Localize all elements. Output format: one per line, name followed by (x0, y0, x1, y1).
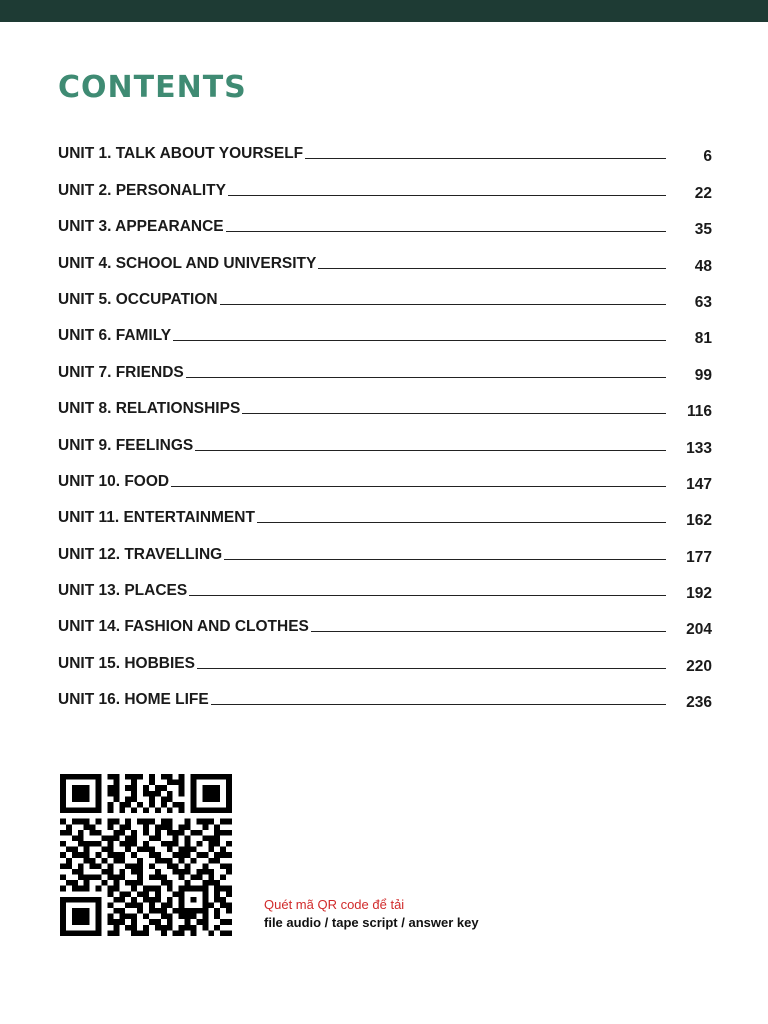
toc-entry[interactable] (58, 346, 712, 382)
toc-leader (224, 559, 666, 560)
toc-entry[interactable] (58, 164, 712, 200)
toc-entry-label: UNIT 15. HOBBIES (58, 654, 195, 672)
toc-entry-page: 204 (686, 621, 712, 639)
toc-entry-page: 6 (703, 148, 712, 166)
toc-entry-page: 133 (686, 439, 712, 457)
toc-entry[interactable] (58, 201, 712, 237)
toc-entry[interactable] (58, 528, 712, 564)
toc-entry-label: UNIT 5. OCCUPATION (58, 290, 218, 308)
toc-entry[interactable] (58, 492, 712, 528)
toc-entry-page: 236 (686, 694, 712, 712)
toc-entry[interactable] (58, 274, 712, 310)
toc-entry[interactable] (58, 237, 712, 273)
toc-entry-label: UNIT 1. TALK ABOUT YOURSELF (58, 145, 304, 163)
toc-leader (211, 704, 666, 705)
toc-entry-label: UNIT 9. FEELINGS (58, 436, 194, 454)
toc-entry-label: UNIT 7. FRIENDS (58, 363, 184, 381)
toc-entry-page: 81 (694, 330, 712, 348)
toc-entry-page: 192 (686, 585, 712, 603)
toc-entry-label: UNIT 12. TRAVELLING (58, 545, 223, 563)
toc-leader (228, 195, 666, 196)
toc-leader (173, 340, 666, 341)
toc-entry-label: UNIT 16. HOME LIFE (58, 691, 209, 709)
toc-entry-label: UNIT 4. SCHOOL AND UNIVERSITY (58, 254, 317, 272)
toc-entry-label: UNIT 11. ENTERTAINMENT (58, 509, 255, 527)
qr-code-graphic (60, 774, 232, 936)
toc-entry-page: 177 (686, 548, 712, 566)
toc-entry[interactable] (58, 128, 712, 164)
toc-leader (195, 450, 666, 451)
table-of-contents (58, 128, 712, 710)
toc-entry-label: UNIT 8. RELATIONSHIPS (58, 400, 241, 418)
toc-entry-page: 99 (694, 366, 712, 384)
toc-entry[interactable] (58, 383, 712, 419)
toc-leader (186, 377, 666, 378)
toc-leader (171, 486, 666, 487)
toc-entry-label: UNIT 13. PLACES (58, 582, 188, 600)
toc-entry-page: 162 (686, 512, 712, 530)
toc-entry[interactable] (58, 456, 712, 492)
toc-leader (197, 668, 666, 669)
toc-entry[interactable] (58, 310, 712, 346)
toc-entry-page: 22 (694, 184, 712, 202)
toc-entry-page: 116 (686, 403, 712, 421)
toc-leader (220, 304, 666, 305)
toc-entry-label: UNIT 2. PERSONALITY (58, 181, 226, 199)
toc-entry-page: 63 (694, 293, 712, 311)
toc-entry-page: 48 (694, 257, 712, 275)
toc-leader (226, 231, 666, 232)
toc-entry[interactable] (58, 674, 712, 710)
toc-entry-label: UNIT 6. FAMILY (58, 327, 172, 345)
qr-instruction: Quét mã QR code để tải (264, 897, 405, 912)
toc-entry-page: 147 (686, 475, 712, 493)
page-title: CONTENTS (58, 70, 247, 105)
qr-caption (264, 896, 479, 932)
qr-contents: file audio / tape script / answer key (264, 915, 479, 930)
toc-leader (305, 158, 666, 159)
toc-entry[interactable] (58, 601, 712, 637)
toc-leader (242, 413, 666, 414)
toc-entry[interactable] (58, 565, 712, 601)
toc-entry-label: UNIT 14. FASHION AND CLOTHES (58, 618, 309, 636)
toc-entry-label: UNIT 10. FOOD (58, 472, 170, 490)
toc-entry-page: 220 (686, 657, 712, 675)
toc-entry-label: UNIT 3. APPEARANCE (58, 218, 224, 236)
toc-leader (318, 268, 666, 269)
toc-entry[interactable] (58, 419, 712, 455)
toc-entry[interactable] (58, 637, 712, 673)
toc-leader (311, 631, 666, 632)
toc-leader (257, 522, 666, 523)
qr-code[interactable] (60, 774, 232, 936)
toc-leader (189, 595, 666, 596)
top-bar (0, 0, 768, 22)
toc-entry-page: 35 (694, 221, 712, 239)
